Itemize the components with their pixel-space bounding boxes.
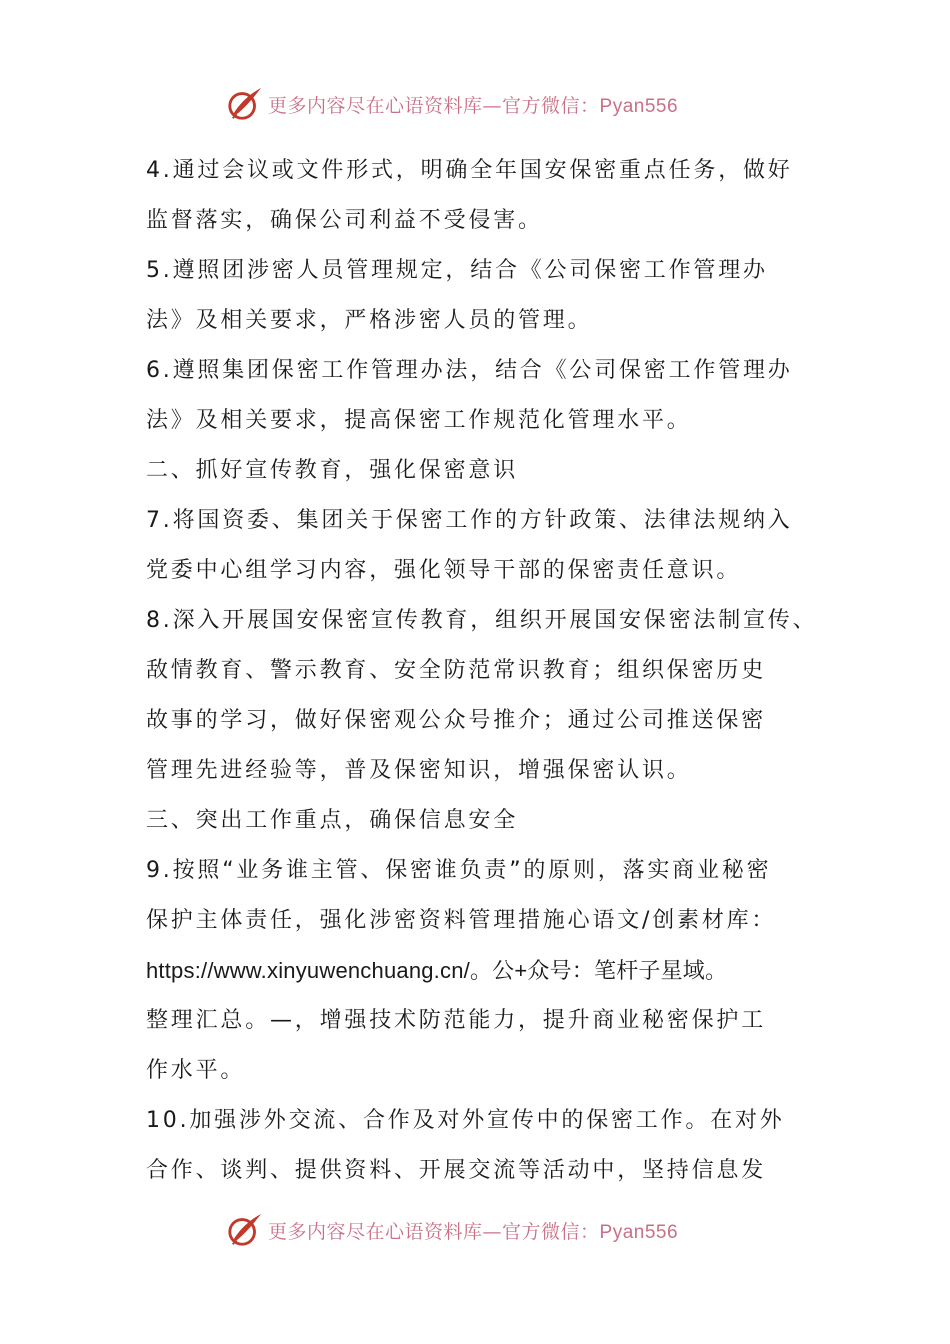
text-line-4: 法》及相关要求，严格涉密人员的管理。 bbox=[146, 308, 593, 333]
text-line-8: 7.将国资委、集团关于保密工作的方针政策、法律法规纳入 bbox=[146, 508, 793, 533]
section-heading-2: 二、抓好宣传教育，强化保密意识 bbox=[146, 458, 519, 483]
text-line-10: 8.深入开展国安保密宣传教育，组织开展国安保密法制宣传、 bbox=[146, 608, 818, 633]
wechat-account: Pyan556 bbox=[599, 1221, 679, 1243]
watermark-text: 更多内容尽在心语资料库—官方微信：Pyan556 bbox=[268, 1220, 679, 1243]
text-line-6: 法》及相关要求，提高保密工作规范化管理水平。 bbox=[146, 408, 692, 433]
footer-watermark bbox=[226, 1210, 678, 1250]
wechat-account: Pyan556 bbox=[599, 95, 679, 117]
text-line-1: 4.通过会议或文件形式，明确全年国安保密重点任务，做好 bbox=[146, 158, 793, 183]
text-line-12: 故事的学习，做好保密观公众号推介；通过公司推送保密 bbox=[146, 708, 767, 733]
quill-pen-circle-icon bbox=[226, 85, 264, 123]
text-line-3: 5.遵照团涉密人员管理规定，结合《公司保密工作管理办 bbox=[146, 258, 768, 283]
text-line-5: 6.遵照集团保密工作管理办法，结合《公司保密工作管理办 bbox=[146, 358, 793, 383]
text-line-16: 保护主体责任，强化涉密资料管理措施心语文/创素材库： bbox=[146, 908, 777, 933]
text-line-21: 合作、谈判、提供资料、开展交流等活动中，坚持信息发 bbox=[146, 1158, 767, 1183]
text-line-9: 党委中心组学习内容，强化领导干部的保密责任意识。 bbox=[146, 558, 742, 583]
text-line-18: 整理汇总。—，增强技术防范能力，提升商业秘密保护工 bbox=[146, 1008, 767, 1033]
text-line-11: 敌情教育、警示教育、安全防范常识教育；组织保密历史 bbox=[146, 658, 767, 683]
section-heading-3: 三、突出工作重点，确保信息安全 bbox=[146, 808, 519, 833]
text-line-2: 监督落实，确保公司利益不受侵害。 bbox=[146, 208, 543, 233]
text-line-url: https://www.xinyuwenchuang.cn/。公+众号：笔杆子星域。 bbox=[146, 958, 728, 983]
quill-pen-circle-icon bbox=[226, 1211, 264, 1249]
watermark-text: 更多内容尽在心语资料库—官方微信：Pyan556 bbox=[268, 94, 679, 117]
header-watermark bbox=[226, 84, 678, 124]
document-body bbox=[146, 146, 816, 1196]
text-line-13: 管理先进经验等，普及保密知识，增强保密认识。 bbox=[146, 758, 692, 783]
text-line-15: 9.按照“业务谁主管、保密谁负责”的原则，落实商业秘密 bbox=[146, 858, 772, 883]
text-line-19: 作水平。 bbox=[146, 1058, 246, 1083]
text-line-20: 10.加强涉外交流、合作及对外宣传中的保密工作。在对外 bbox=[146, 1108, 785, 1133]
